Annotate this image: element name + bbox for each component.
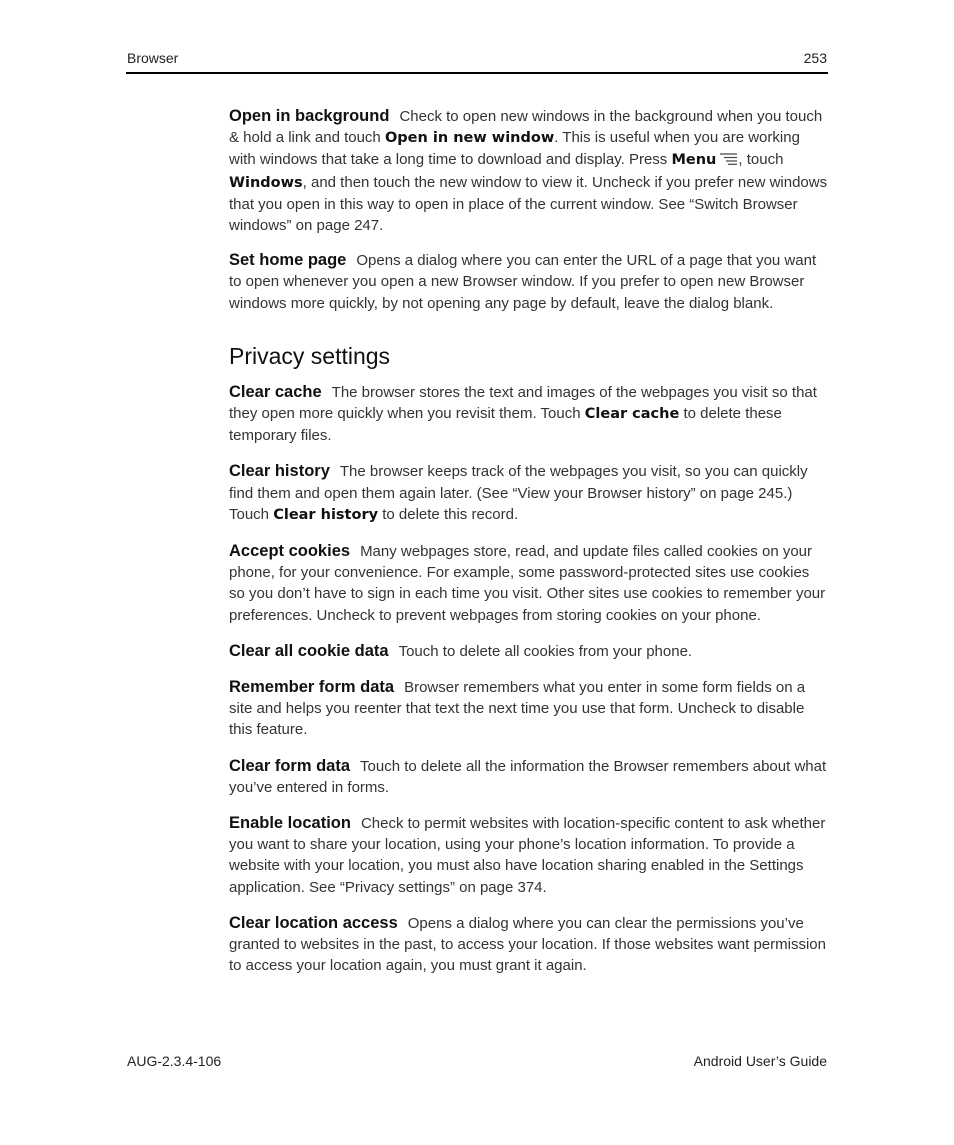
clear-history-term: Clear history [229, 462, 330, 481]
set-home-page-entry [229, 250, 829, 314]
header-rule [126, 72, 828, 74]
clear-cache-entry [229, 382, 829, 447]
open-in-background-text-2: . This is useful when you are working with windows that take a long time to download and display. Press [229, 129, 800, 169]
open-in-new-window-label: Open in new window [384, 130, 555, 147]
clear-location-access-term: Clear location access [229, 913, 398, 932]
remember-form-data-text: Browser remembers what you enter in some form fields on a site and helps you reenter that text the next time you use that form. Uncheck to disable this feature. [229, 679, 806, 739]
open-in-background-text-4: , and then touch the new window to view it. Uncheck if you prefer new windows that you open in this way to open in place of the current window. See “Switch Browser windows” on page 247. [229, 173, 828, 235]
enable-location-text: Check to permit websites with location-specific content to ask whether you want to share your location, using your phone’s location information. To provide a website with your location, you must also have location sharing enabled in the Settings application. See “Privacy settings” on page 374. [229, 815, 826, 896]
clear-cache-text-2: to delete these temporary files. [229, 405, 782, 445]
menu-label: Menu [671, 152, 717, 169]
open-in-background-text-3: , touch [738, 151, 784, 169]
clear-form-data-entry [229, 756, 829, 798]
guide-title: Android User’s Guide [693, 1053, 827, 1069]
enable-location-entry [229, 813, 829, 898]
running-header-section: Browser [127, 50, 179, 66]
clear-location-access-text: Opens a dialog where you can clear the permissions you’ve granted to websites in the past, to access your location. If those websites want permission to access your location again, you must grant it again. [229, 914, 826, 975]
open-in-background-term: Open in background [229, 107, 390, 125]
clear-cache-label: Clear cache [584, 406, 680, 423]
enable-location-term: Enable location [229, 814, 351, 833]
accept-cookies-text: Many webpages store, read, and update files called cookies on your phone, for your convenience. For example, some password-protected sites use cookies so you don’t have to sign in each time you visit. Other sites use cookies to remember your preferences. Uncheck to prevent webpages from storing cookies on your phone. [229, 543, 826, 624]
menu-icon [720, 150, 738, 171]
clear-history-label: Clear history [273, 506, 379, 523]
open-in-background-entry [229, 106, 829, 236]
set-home-page-term: Set home page [229, 251, 347, 270]
clear-form-data-text: Touch to delete all the information the Browser remembers about what you’ve entered in forms. [229, 757, 827, 796]
open-in-background-text-1: Check to open new windows in the background when you touch & hold a link and touch [229, 108, 823, 147]
windows-label: Windows [229, 174, 303, 191]
page-number: 253 [803, 50, 827, 66]
clear-cache-term: Clear cache [229, 382, 322, 401]
clear-history-entry [229, 461, 829, 526]
document-code: AUG-2.3.4-106 [127, 1053, 222, 1069]
accept-cookies-term: Accept cookies [229, 542, 351, 561]
clear-history-text-1: The browser keeps track of the webpages you visit, so you can quickly find them and open them again later. (See “View your Browser history” on page 245.) Touch [229, 463, 808, 523]
remember-form-data-term: Remember form data [229, 678, 395, 697]
page-body [229, 106, 829, 977]
clear-history-text-2: to delete this record. [378, 505, 519, 523]
accept-cookies-entry [229, 541, 829, 626]
clear-form-data-term: Clear form data [229, 756, 351, 775]
section-title: Privacy settings [229, 342, 391, 369]
clear-all-cookie-data-term: Clear all cookie data [229, 641, 389, 660]
clear-all-cookie-data-entry [229, 641, 829, 662]
set-home-page-text: Opens a dialog where you can enter the URL of a page that you want to open whenever you open a new Browser window. If you prefer to open new Browser windows more quickly, by not opening any page by default, leave the dialog blank. [229, 252, 817, 312]
clear-all-cookie-data-text: Touch to delete all cookies from your phone. [398, 642, 693, 660]
remember-form-data-entry [229, 677, 829, 741]
clear-cache-text-1: The browser stores the text and images of the webpages you visit so that they open more quickly when you revisit them. Touch [229, 383, 817, 423]
clear-location-access-entry [229, 913, 829, 977]
